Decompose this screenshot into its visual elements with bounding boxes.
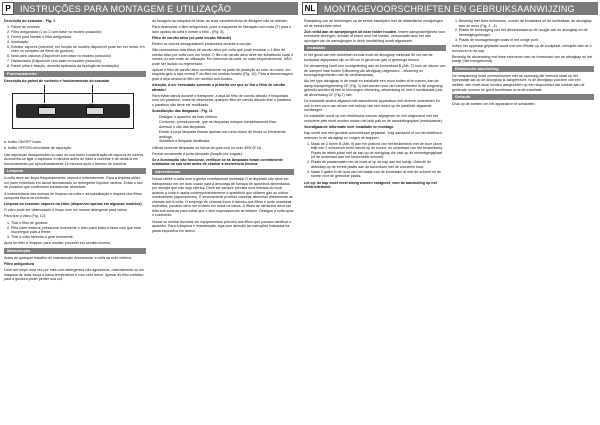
list-item: • Extrair a peça lâmpada tirando apenas com uma chave de fenda ou ferramenta análoga.	[159, 130, 294, 139]
section-heading: Descrição do exaustor - Fig. 1	[4, 19, 56, 23]
description-list	[4, 25, 146, 69]
subheading: Descrição do painel de controlo e funcionamento do exaustor	[4, 78, 110, 83]
paragraph: Fechar novamente a porta lâmpada (fixação por engate).	[152, 151, 243, 156]
paragraph: O vidro pode ser desmontado e limpo com um normal detergente para vidros.	[4, 208, 128, 213]
list-item: 2. Plaats de plaatsmaten met de hoek af op de kap aan het kastje. Gebruik de afdekkap op de eerste plaats aan de bovenkant met de voorziene bout.	[311, 160, 446, 169]
column-2	[152, 19, 294, 423]
paragraph: De verwarming heeft een luchtgeleiding aan de binnenkant B (Afb. 2) voor de uitvoer van de dampen naar buiten (Uitvoering als afzuigkap) afgevoerd – afvoering en bovengelegenheden met de ventilatorplaat).	[304, 64, 446, 78]
paragraph: Deve ser limpo uma vez por mês com detergentes não agressivos, manualmente ou em máquina de lavar louça a baixa temperatura e com ciclo breve. Apesar do filtro metálico para a gordura poder perder sua cor,	[4, 268, 145, 282]
paragraph: Bevestig de afvoerslang met twee schroeven aan de bovenkant van de afzuigkap en het kastje (niet meegeleverd).	[452, 54, 593, 64]
paragraph: Raadpleeg ook de tekeningen op de eerste bladzijden met de alfabetische verwijzingen uit de beschreven tekst.	[304, 19, 443, 28]
paragraph: Indien het apparaat geplaatst wordt met een filtratie op de kookplaat, verwijder dan de 4 schroeven in de kap.	[452, 44, 592, 53]
section-bar: Funcionamento	[4, 71, 146, 77]
speed-switch	[86, 104, 104, 115]
lamp-steps	[152, 115, 294, 144]
list-item: 2. Filtro antigordura (1 ou 2 com base no modelo possuído)	[11, 30, 146, 35]
column-3	[304, 19, 446, 423]
figure-legend-item: a. botão ON/OFF luzes	[4, 140, 41, 145]
list-item: • Desligue o aparelho da rede elétrica.	[159, 115, 294, 120]
list-item: 1. Tirar o filtro de gordura	[11, 221, 146, 226]
list-item: 1. Bevestig met twee schroeven, zonder de kookstand uit de luchtuitlaat, de afzuigkap aan de muur (Fig. 3 - 4).	[459, 19, 594, 28]
section-bar: Elektrische aansluiting	[452, 66, 594, 72]
paragraph: Antes de qualquer trabalho de manutenção desconectar a coifa da rede elétrica.	[4, 255, 132, 260]
list-item: • Substituir a lâmpada danificada.	[159, 139, 294, 144]
control-strip	[16, 104, 130, 118]
figure-legend-item: b. botão OFF/ON velocidade de aspiração	[4, 146, 72, 151]
list-item: 3. Fecho para libertar o filtro antigordura	[11, 35, 146, 40]
paragraph: De installatie anders afgaand met aanvullende apparatuur met diverse onderdelen en ook in een vorm van afvoer met behulp van een motor op de parallelle afgaande luchtwegen.	[304, 99, 440, 113]
paragraph: Para evitar danos durante o transporte, a alça do filtro de carvão ativado é bloqueada com um parafuso, antes de desmontar qualquer filtro de carvão ativado tirar o parafuso, o parafuso não deve ser reutilizado.	[152, 93, 292, 107]
list-item: 1. Maak de 2 boren B (Afb. 9) aan het plafond van het keukenblok met de boor (deze blijft met 2 schroeven eerst inzicht op de boven- en onderkant van het keukenblok). Plaats de afdek-plaat met de kap op de afzuigkap die vast op de bevestigingsplaat (of de onderkant aan het keukenblok schroef).	[311, 142, 446, 160]
bold-paragraph: Let op: de kap moet eerst stevig worden vastgezet, voor de aansluiting op het elektriciteitsnet.	[304, 180, 437, 190]
paragraph: A coifa deve ser limpa frequentemente, interna e externamente. Para a limpeza utilize um pano embebido em álcool desnaturado ou detergente líquidos neutros. Evitar o uso de produtos que contenham substâncias abrasivas.	[4, 176, 143, 190]
subheading: Substituição das lâmpadas - Fig. 11	[152, 109, 213, 114]
paragraph: De installatie wordt op een elektrische toevoer afgegeven en niet uitgevoerd met het voorziene plek moet worden tussen het blok pak en de aansluitingsplaat (merkwaarde).	[304, 114, 443, 123]
paragraph: São necessários dois filtros de carvão ativo por coifa que pode encaixar o 1 filtro de carvão ativo por coifa com um motor. O filtro de carvão ativo deve ser substituído cada 4 meses ou com mais de utilização. Em intensiva da coifa, ou mais frequentemente. NÃO pode ser lavado ou regenerado.	[152, 48, 293, 66]
paragraph: Nunca se mediar técnicas em equipamentos próximo aos filtros que possam danificar o aparelho. Para a limpeza e manutenção, siga com atenção as instruções indicadas na pasta específica em anexo.	[152, 219, 292, 233]
paragraph: Para tirar o vidro (Fig. 12):	[4, 214, 46, 219]
paragraph: ao lavagem na máquina de lavar, as suas características de filtragem não se alteram.	[152, 19, 289, 23]
paragraph: Druk op de toetsen om het apparaat in te schakelen.	[452, 102, 536, 107]
list-item: 6. Nota para cálculos (Disponível com base no modelo possuído)	[11, 54, 146, 59]
bold-paragraph: Se a iluminação não funcionar, verifique se as lâmpadas foram corretamente instaladas na sua sede antes de chamar a assistência técnica.	[152, 157, 284, 167]
paragraph: Retém os odores desagradáveis produzidos durante a cocção.	[152, 41, 252, 46]
language-code-badge: P	[2, 2, 14, 15]
callout-line	[92, 85, 93, 103]
section-bar: Installatie	[304, 45, 446, 51]
callout-line	[44, 85, 45, 103]
list-item: • Conforme, primeiramente, que as lâmpadas estejam completamente frias.	[159, 120, 294, 125]
paragraph: Após ter feito a limpeza, para montar, proceder em sentido inverso.	[4, 241, 112, 246]
figure-label-b: b	[90, 104, 94, 111]
list-item: 7. Distanciador (Disponível com base no modelo possuído)	[11, 59, 146, 64]
section-bar: Limpeza	[4, 168, 146, 174]
hood-front-illustration	[12, 93, 134, 129]
list-item: • Acessar o vão das lâmpadas.	[159, 125, 294, 130]
figure-label-a: a	[42, 104, 46, 111]
subheading: Filtro antigordura	[4, 261, 34, 266]
bold-paragraph: Limpeza do exaustor vapores na vidro (disponível apenas em algumas modelos):	[4, 202, 143, 207]
paragraph: In het geval van een elektrisch fornuis moet de afzuigkap minimaal 50 cm van de kookplaat afgeplaatst zijn en 65 cm in geval van gas of gemengd fornuis.	[304, 53, 433, 62]
list-item: 1. Painel de controlo	[11, 25, 146, 30]
list-item: 3. Tirar o vidro fazendo-o girar levemente.	[11, 235, 146, 240]
paragraph: De netspanning moet overeenkomen met de spanning die vermeld staat op het typeplaatje dat op de afzuigkap is aangebracht. Is de afzuigkap voorzien van een stekker, dan moet deze worden aangesloten op een stopcontact dat voldoet aan de geldende normen en goed bereikbaar is na de installatie.	[452, 73, 585, 92]
bold-lead: Zich strikt aan de aanwijzingen uit deze folder houden.	[304, 29, 398, 34]
section-bar: Gebruik	[452, 94, 594, 100]
installation-steps	[304, 142, 446, 179]
paragraph: Use aspiração desaparecida no caso do sua maior concentração de vapores de odores. Aconselha-se ligar o aspirador 5 minutos antes do inicio a cozinhar e de deixá-lo em funcionamento por aproximadamente 15 minutos após o término de cozinhar.	[4, 152, 145, 166]
left-header	[2, 2, 298, 15]
paragraph: Aplicar o filtro de carvão ativo centralmente na parte de proteção do rotor do motor, em seguida girar a alça central P do filtro em sentido horário (Fig. 10). Para a desmontagem girar a alça central do filtro em sentido anti-horário.	[152, 67, 293, 81]
paragraph: Kap wordt met een gezakte schroefdraad geplaatst. Volg aandacht of uw het elektrisch netsnoer in de afzuigkap en volgen de stappen:	[304, 131, 442, 140]
list-item: 5. Extrator vapores (extraível, em função do modelo disponível pode ser em metal, em vidro ou completo de filtros de gordura)	[11, 45, 146, 54]
right-header	[302, 2, 598, 15]
paragraph: Para desmontar o filtro antigordura, puxe a maçaneta de liberação com mola (F) para o lado oposto da coifa e extrair o filtro - (Fig. 8).	[152, 25, 292, 34]
page-title: MONTAGEVOORSCHRIFTEN EN GEBRUIKSAANWIJZING	[318, 2, 598, 15]
list-item: 8. Painel pilha e fixação, deverão aplicados da tipologia de instalação)	[11, 64, 146, 69]
installation-steps-continued	[452, 19, 594, 43]
subheading: Filtro de carvão ativo (só para versão filtrante)	[152, 35, 232, 40]
column-1	[4, 19, 146, 423]
paragraph: Als het type afzuigkap in de maak en installatie een muur buiten af te voeren, kan de damp-transportgeleiding CF (Fig. 3) niet worden voor de hoeveelheden in de omgeving gebruikt worden bij een te toevoegen uitvoering, afvoerslang en met 4 luchtkanaal (ook de afvoerslang CF (Fig.7) niet.	[304, 79, 443, 97]
language-code-badge: NL	[302, 2, 318, 15]
page-title: INSTRUÇÕES PARA MONTAGEM E UTILIZAÇÃO	[14, 2, 298, 15]
paragraph-text: Iedere aansprakelijkheid voor eventuele storingen, schade of brand door het toestel, veroorzaakt door het niet opvolgen van de aanwijzingen in deze handleiding wordt afgewezen.	[304, 29, 446, 43]
cleaning-steps	[4, 221, 146, 240]
list-item: 2. Plaats de bevestiging van het afvoerkanaal op de hoogte van de afzuigkap en de bevestigingsbeugel.	[459, 28, 594, 37]
column-4	[452, 19, 594, 423]
light-switch	[38, 104, 56, 115]
bold-paragraph: Atenção, a ser executado somente a primeira vez que se fira o filtro de carvão ativado!	[152, 83, 286, 92]
section-bar: Advertências	[152, 169, 294, 175]
bold-paragraph: Voorafgaande informatie over installatie en montage.	[304, 124, 395, 129]
section-bar: Manutenção	[4, 248, 146, 254]
list-item: 3. Maak 2 gaten in de rand van het kastje van de bovenkant af met de schroef en de ruimte voor de gebruikte plaats.	[311, 170, 446, 179]
control-panel-figure	[4, 85, 146, 137]
paragraph: Nunca utilize a coifa sem a grelha corretamente montada! O ar aspirado não deve ser transportado em um duto usado para a descarga de fumaça de aparelhos alimentados por energia que não seja elétrica. Deve ser sempre prevista uma entrada do local quando a coifa é usada contemporaneamente a aparelhos que utilizem gás ou outros combustíveis (aquecedores). É severamente proibido cozinhar alimentos diretamente às chamas sob a coifa. O emprego de chamas livres é danoso aos filtros e pode ocasionar incêndios, portanto deve ser evitado em todos os casos. A fritura de alimentos deve ser feita sob controle para evitar que o óleo superaquecido se inflame. Desligue a coifa após o cozimento.	[152, 177, 294, 218]
list-item: 2. Pela parte externa, pressionar levemente o vidro para baixo e fazer com que este escorregue para a frente.	[11, 226, 146, 235]
list-item: 4. Iluminação	[11, 40, 146, 45]
paragraph: Utilizar somente lâmpadas ao forma de gota com no máx 40W (E14).	[152, 145, 263, 150]
list-item: 3. Plaats de montagebeugel zoals in het vorige punt.	[459, 38, 594, 43]
paragraph: A inobservância das normas de limpeza da coifa e da substituição e limpeza dos filtros comporta riscos de incêndio.	[4, 191, 142, 201]
paragraph	[304, 30, 446, 44]
